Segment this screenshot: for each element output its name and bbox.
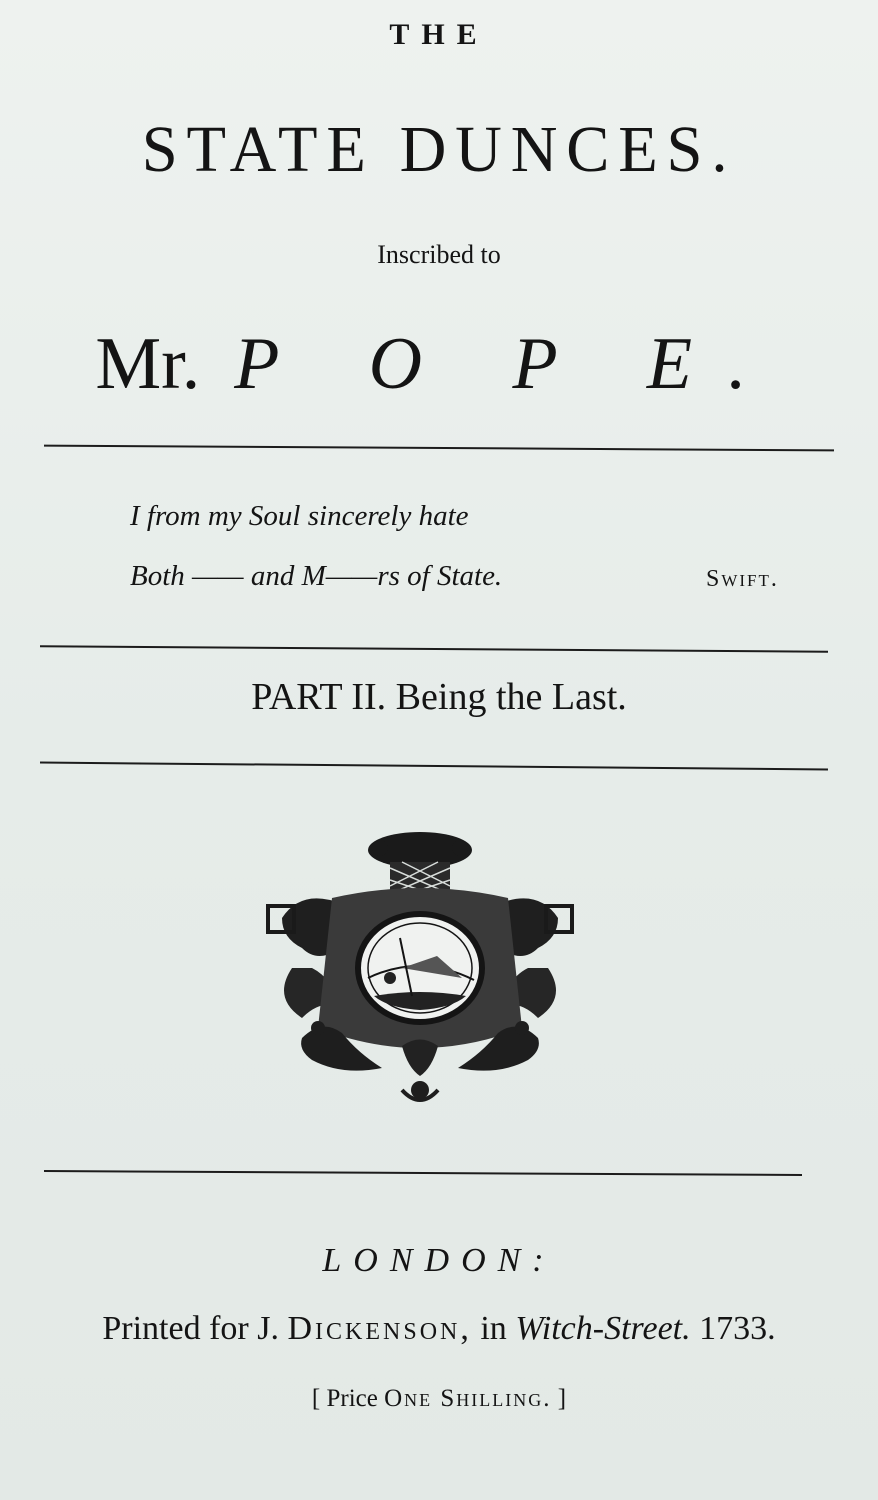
divider-epigraph [40, 645, 828, 653]
imprint-price [0, 1385, 878, 1413]
imprint-printer-name: Dickenson, [287, 1310, 472, 1347]
price-open: [ Price [311, 1385, 378, 1412]
inscribed-to: Inscribed to [377, 240, 501, 269]
printers-ornament-emblem [262, 828, 578, 1108]
imprint-city: LONDON: [322, 1242, 556, 1279]
epigraph-line-2: Both —— and M——rs of State. [130, 560, 503, 592]
imprint-in: in [480, 1310, 507, 1347]
price-close: ] [557, 1385, 567, 1412]
epigraph-line-1: I from my Soul sincerely hate [130, 500, 469, 532]
imprint-printed-for: Printed for J. [102, 1310, 279, 1347]
divider-part [40, 762, 828, 771]
divider-top [44, 445, 834, 452]
imprint-year: 1733. [699, 1310, 776, 1347]
book-title: STATE DUNCES. [141, 113, 737, 186]
dedicatee-name: P O P E. [234, 323, 783, 405]
dedicatee-line [0, 322, 878, 407]
dedicatee-prefix: Mr. [95, 323, 201, 405]
divider-imprint [44, 1170, 802, 1176]
imprint-street: Witch-Street. [515, 1310, 691, 1347]
price-value: One Shilling. [384, 1385, 552, 1412]
imprint-printer-line [0, 1310, 878, 1348]
epigraph-author: Swift. [706, 566, 779, 592]
article-the: THE [389, 18, 489, 51]
part-heading: PART II. Being the Last. [251, 676, 627, 718]
